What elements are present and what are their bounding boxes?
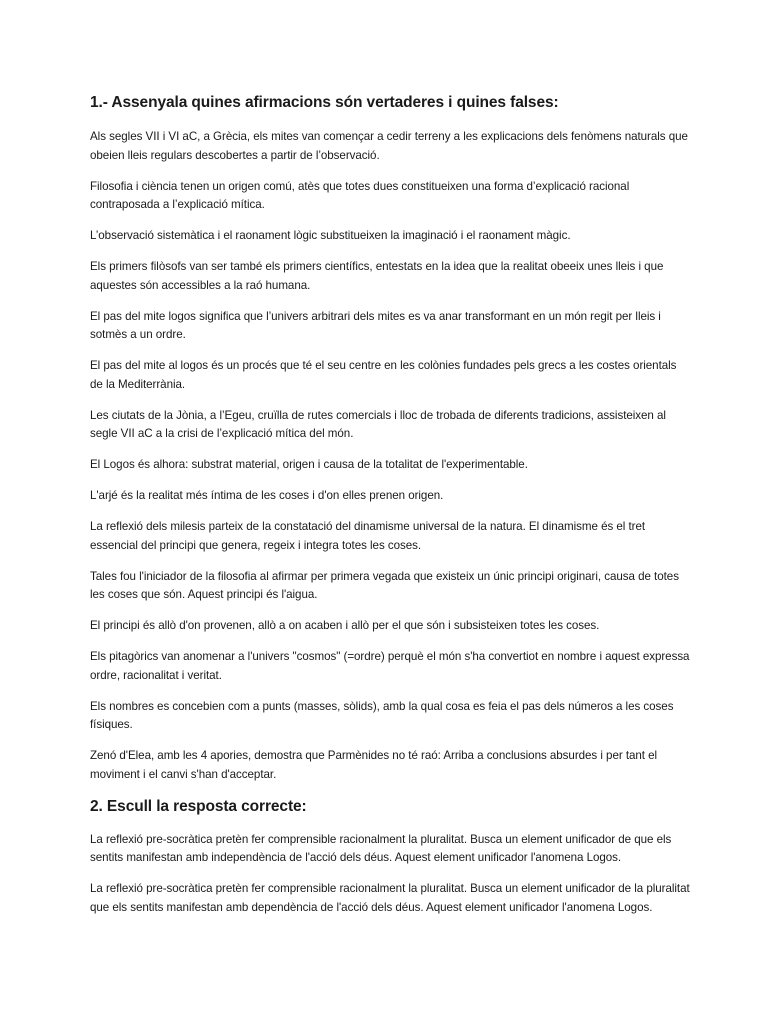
section-2-title: 2. Escull la resposta correcte: (90, 797, 307, 815)
statement: El pas del mite al logos és un procés que té el seu centre en les colònies fundades pels grecs a les costes orientals de la Mediterrània. (90, 359, 677, 391)
answer-option: La reflexió pre-socràtica pretèn fer comprensible racionalment la pluralitat. Busca un element unificador de la pluralitat que els sentits manifestan amb dependència de l'acció dels déus. Aquest element unificador l'anomena Logos. (90, 882, 690, 914)
statement: Les ciutats de la Jònia, a l’Egeu, cruïlla de rutes comercials i lloc de trobada de diferents tradicions, assisteixen al segle VII aC a la crisi de l’explicació mítica del món. (90, 408, 666, 440)
statement: Als segles VII i VI aC, a Grècia, els mites van començar a cedir terreny a les explicacions dels fenòmens naturals que obeien lleis regulars descobertes a partir de l’observació. (90, 130, 688, 162)
statement: L’observació sistemàtica i el raonament lògic substitueixen la imaginació i el raonament màgic. (90, 229, 571, 242)
statement: El pas del mite logos significa que l’univers arbitrari dels mites es va anar transformant en un món regit per lleis i sotmès a un ordre. (90, 309, 661, 341)
statement: L'arjé és la realitat més íntima de les coses i d'on elles prenen origen. (90, 489, 444, 502)
statement: El Logos és alhora: substrat material, origen i causa de la totalitat de l'experimentable. (90, 458, 528, 471)
statement: El principi és allò d'on provenen, allò a on acaben i allò per el que són i subsisteixen totes les coses. (90, 619, 600, 632)
section-1-title: 1.- Assenyala quines afirmacions són vertaderes i quines falses: (90, 94, 559, 111)
document-page (90, 93, 690, 930)
statement: Els pitagòrics van anomenar a l'univers "cosmos" (=ordre) perquè el món s'ha convertiot en nombre i aquest expressa ordre, racionalitat i veritat. (90, 650, 690, 682)
statement: Els primers filòsofs van ser també els primers científics, entestats en la idea que la realitat obeeix unes lleis i que aquestes són accessibles a la raó humana. (90, 260, 664, 292)
statement: Els nombres es concebien com a punts (masses, sòlids), amb la qual cosa es feia el pas dels números a les coses físiques. (90, 699, 674, 731)
statement: La reflexió dels milesis parteix de la constatació del dinamisme universal de la natura. El dinamisme és el tret essencial del principi que genera, regeix i integra totes les coses. (90, 520, 646, 552)
statement: Filosofia i ciència tenen un origen comú, atès que totes dues constitueixen una forma d’explicació racional contraposada a l’explicació mítica. (90, 179, 630, 211)
statement: Tales fou l'iniciador de la filosofia al afirmar per primera vegada que existeix un únic principi originari, causa de totes les coses que són. Aquest principi és l'aigua. (90, 569, 679, 601)
statement: Zenó d'Elea, amb les 4 apories, demostra que Parmènides no té raó: Arriba a conclusions absurdes i per tant el moviment i el canvi s'han d'acceptar. (90, 749, 658, 781)
answer-option: La reflexió pre-socràtica pretèn fer comprensible racionalment la pluralitat. Busca un element unificador de que els sentits manifestan amb independència de l'acció dels déus. Aquest element unificador l'anomena Logos. (90, 832, 672, 864)
